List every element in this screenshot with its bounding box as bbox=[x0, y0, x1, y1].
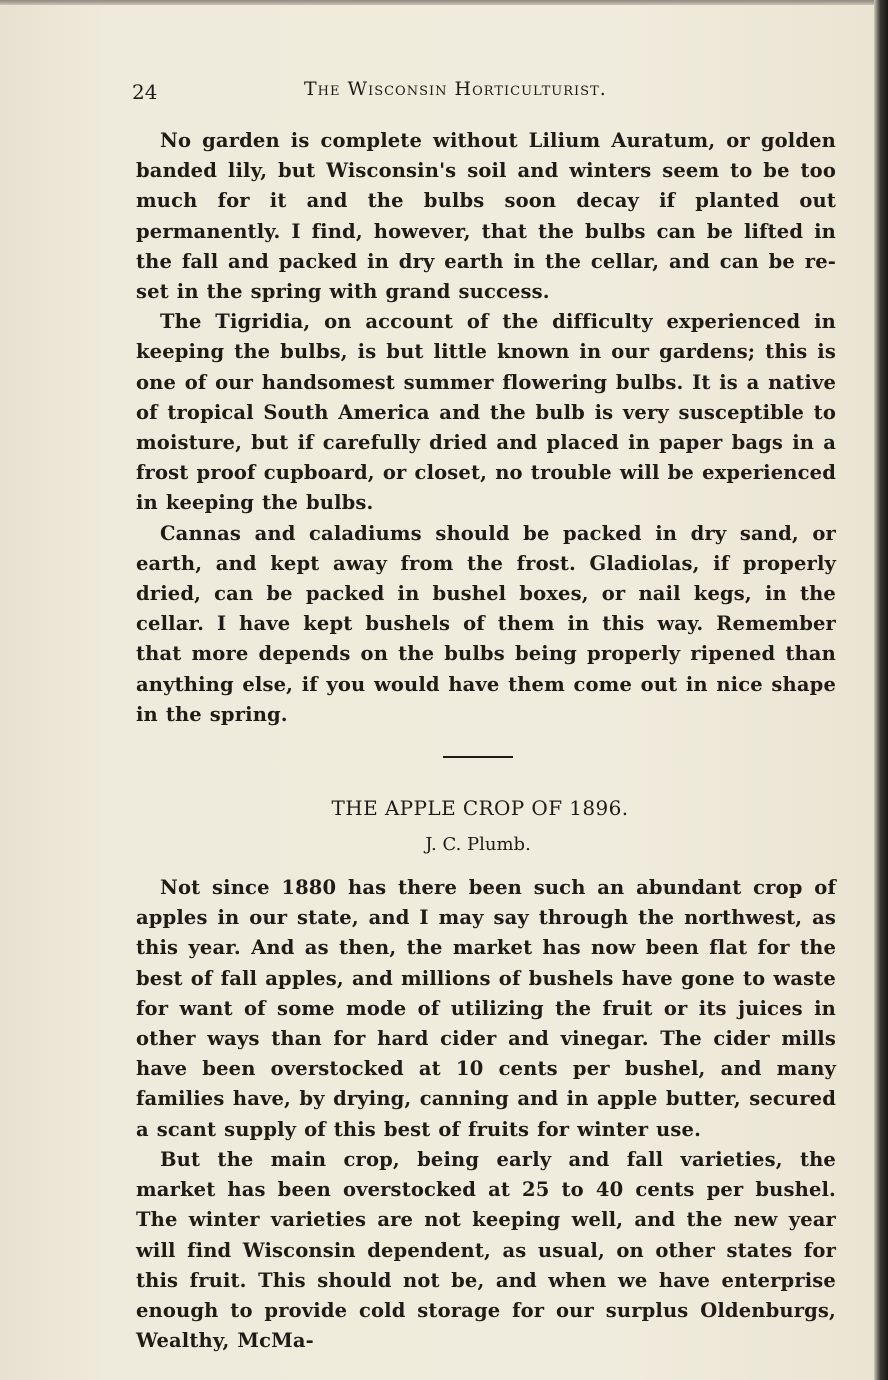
page-binding-edge bbox=[874, 0, 888, 1380]
page-top-edge bbox=[0, 0, 888, 5]
article-author: J. C. Plumb. bbox=[425, 834, 531, 856]
bulb-storage-section bbox=[136, 126, 836, 730]
article-title: THE APPLE CROP OF 1896. bbox=[331, 796, 629, 821]
running-head: The Wisconsin Horticulturist. bbox=[304, 78, 607, 100]
paragraph-main-crop: But the main crop, being early and fall varieties, the market has been overstocked at 25 to 40 cents per bushel. The winter varieties are not keeping well, and the new year will find Wisconsin dependent, as usual, on other states for this fruit. This should not be, and when we have enterprise enough to provide cold storage for our surplus Oldenburgs, Wealthy, McMa- bbox=[136, 1147, 836, 1353]
paragraph-apple-crop: Not since 1880 has there been such an abundant crop of apples in our state, and I may say through the northwest, as this year. And as then, the market has now been flat for the best of fall apples, and millions of bushels have gone to waste for want of some mode of utilizing the fruit or its juices in other ways than for hard cider and vinegar. The cider mills have been overstocked at 10 cents per bushel, and many families have, by drying, canning and in apple butter, secured a scant supply of this best of fruits for winter use. bbox=[136, 876, 836, 1141]
paragraph-cannas: Cannas and caladiums should be packed in dry sand, or earth, and kept away from the frost. Gladiolas, if properly dried, can be packed in bushel boxes, or nail kegs, in the cellar. I have kept bushels of them in this way. Remember that more depends on the bulbs being properly ripened than anything else, if you would have them come out in nice shape in the spring. bbox=[136, 521, 836, 726]
paragraph-tigridia: The Tigridia, on account of the difficulty experienced in keeping the bulbs, is but little known in our gardens; this is one of our handsomest summer flowering bulbs. It is a native of tropical South America and the bulb is very susceptible to moisture, but if carefully dried and placed in paper bags in a frost proof cupboard, or closet, no trouble will be experienced in keeping the bulbs. bbox=[136, 310, 836, 515]
paragraph-lilium: No garden is complete without Lilium Auratum, or golden banded lily, but Wisconsin's soil and winters seem to be too much for it and the bulbs soon decay if planted out permanently. I find, however, that the bulbs can be lifted in the fall and packed in dry earth in the cellar, and can be re-set in the spring with grand success. bbox=[136, 129, 836, 304]
page-header bbox=[132, 76, 832, 106]
section-divider bbox=[443, 756, 513, 758]
page-content bbox=[136, 126, 836, 1356]
article-body bbox=[136, 873, 836, 1356]
page-number: 24 bbox=[132, 80, 158, 104]
